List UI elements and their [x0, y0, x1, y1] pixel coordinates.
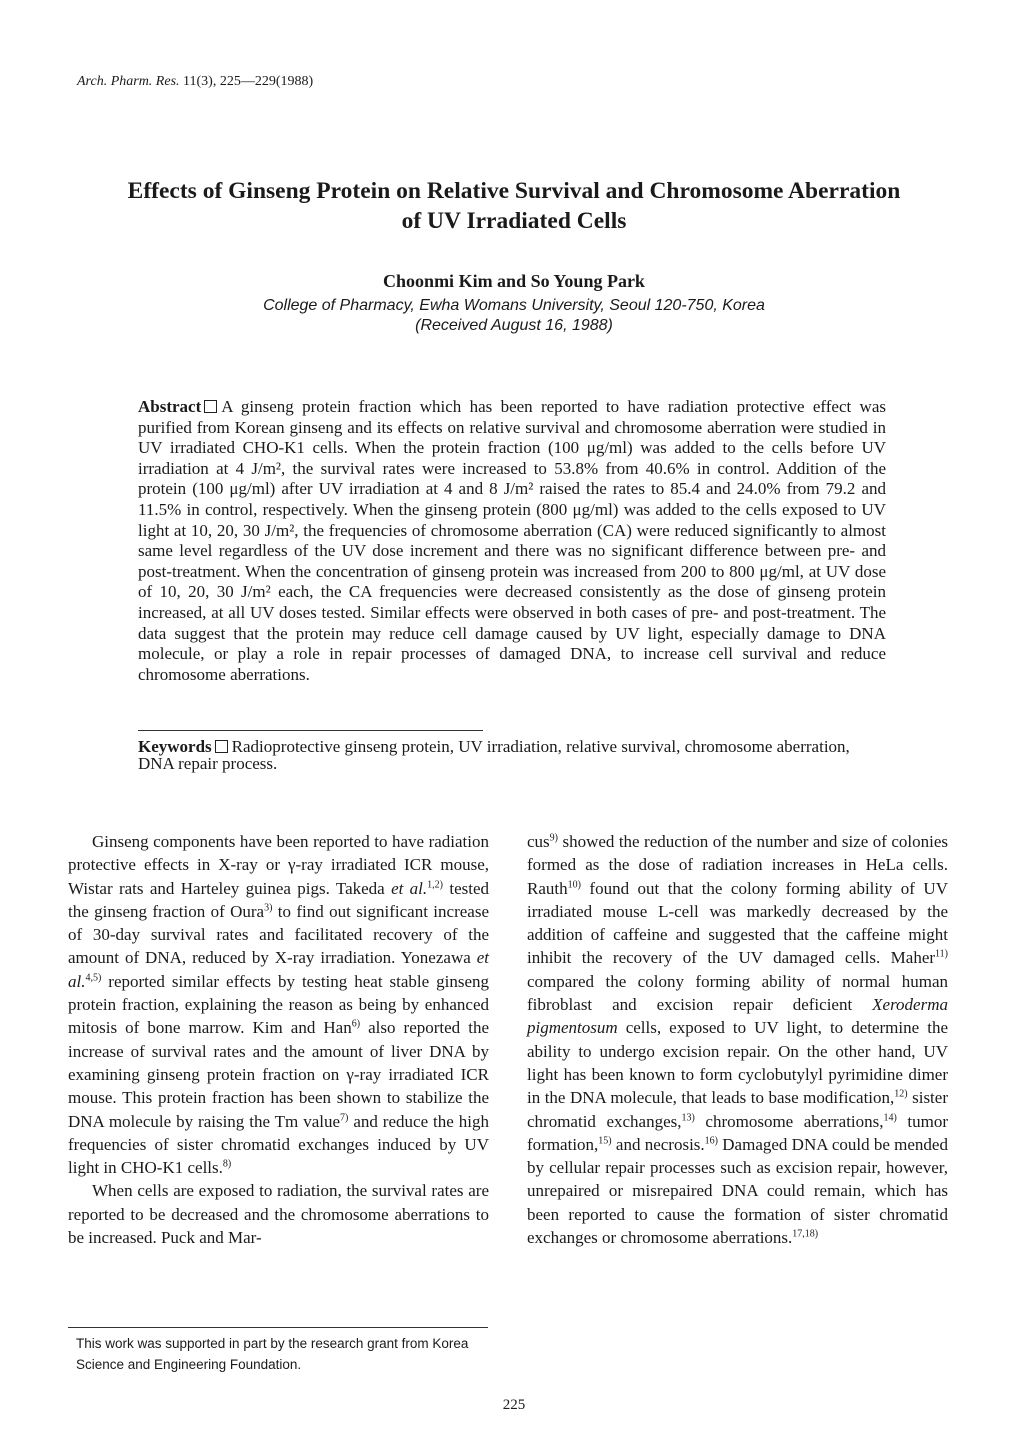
citation-ref: 3)	[264, 902, 273, 914]
body-text: Ginseng components have been reported to have radiation protective effects in X-ray or γ-ray irradiated ICR mouse, Wistar rats and Harteley guinea pigs. Takeda	[68, 832, 489, 898]
keywords	[138, 738, 886, 772]
body-text: and necrosis.	[611, 1134, 705, 1154]
citation-ref: 15)	[598, 1135, 612, 1147]
body-text: found out that the colony forming ability of UV irradiated mouse L-cell was markedly decreased by the addition of caffeine and suggested that the caffeine might inhibit the recovery of the UV damaged cells. Maher	[527, 878, 948, 968]
citation-ref: 14)	[883, 1111, 897, 1123]
affiliation-block	[0, 296, 1028, 336]
affiliation: College of Pharmacy, Ewha Womans University, Seoul 120-750, Korea	[263, 297, 765, 314]
journal-volume-pages: 11(3), 225—229(1988)	[183, 74, 314, 89]
body-paragraph	[527, 830, 948, 1249]
citation-ref: 16)	[704, 1135, 719, 1147]
paper-title: Effects of Ginseng Protein on Relative Survival and Chromosome Aberration of UV Irradiated Cells	[127, 178, 901, 234]
body-text: also reported the increase of survival rates and the amount of liver DNA by examining ginseng protein fraction on γ-ray irradiated ICR mouse. This protein fraction has been shown to stabilize the DNA molecule by raising the Tm value	[68, 1018, 489, 1131]
body-text-italic: et al.	[391, 878, 428, 898]
citation-ref: 17,18)	[792, 1228, 819, 1240]
square-box-icon	[215, 740, 228, 753]
body-text: sister chromatid exchanges,	[527, 1088, 948, 1131]
citation-ref: 4,5)	[85, 972, 102, 984]
body-text: tumor formation,	[527, 1111, 949, 1154]
journal-abbrev: Arch. Pharm. Res.	[77, 74, 180, 89]
keywords-text: Radioprotective ginseng protein, UV irradiation, relative survival, chromosome aberration, DNA repair process.	[138, 737, 850, 773]
keywords-label: Keywords	[138, 737, 212, 756]
abstract-label: Abstract	[138, 397, 202, 416]
body-column-right	[527, 830, 948, 1249]
citation-ref: 8)	[222, 1158, 232, 1170]
body-text: reported similar effects by testing heat stable ginseng protein fraction, explaining the reason as being by enhanced mitosis of bone marrow. Kim and Han	[68, 971, 489, 1038]
abstract	[138, 397, 886, 685]
footnote: This work was supported in part by the research grant from Korea Science and Engineering Foundation.	[76, 1336, 469, 1372]
body-text: showed the reduction of the number and size of colonies formed as the dose of radiation increases in HeLa cells. Rauth	[527, 832, 948, 898]
page-number: 225	[502, 1397, 526, 1413]
body-text: to find out significant increase of 30-day survival rates and facilitated recovery of the amount of DNA, reduced by X-ray irradiation. Yonezawa	[68, 901, 489, 968]
authors: Choonmi Kim and So Young Park	[383, 271, 645, 291]
received-date: (Received August 16, 1988)	[415, 317, 613, 334]
body-text: and reduce the high frequencies of sister chromatid exchanges induced by UV light in CHO-K1 cells.	[68, 1111, 489, 1178]
body-text: cells, exposed to UV light, to determine the ability to undergo excision repair. On the other hand, UV light has been known to form cyclobutylyl pyrimidine dimer in the DNA molecule, that leads to base modification,	[527, 1018, 948, 1108]
body-text: Damaged DNA could be mended by cellular repair processes such as excision repair, however, unrepaired or misrepaired DNA could remain, which has been reported to cause the formation of sister chromatid exchanges or chromosome aberrations.	[527, 1134, 948, 1248]
body-column-left	[68, 830, 489, 1249]
citation-ref: 6)	[351, 1018, 361, 1030]
citation-ref: 10)	[567, 878, 581, 890]
body-text-italic: et al.	[68, 948, 489, 991]
citation-ref: 11)	[935, 948, 948, 960]
body-paragraph	[68, 830, 489, 1179]
abstract-text: A ginseng protein fraction which has been reported to have radiation protective effect was purified from Korean ginseng and its effects on relative survival and chromosome aberration were studied in UV irradiated CHO-K1 cells. When the protein fraction (100 μg/ml) was added to the cells before UV irradiation at 4 J/m², the survival rates were increased to 53.8% from 40.6% in control. Addition of the protein (100 μg/ml) after UV irradiation at 4 and 8 J/m² raised the rates to 85.4 and 24.0% from 79.2 and 11.5% in control, respectively. When the ginseng protein (800 μg/ml) was added to the cells exposed to UV light at 10, 20, 30 J/m², the frequencies of chromosome aberration (CA) were reduced significantly to almost same level regardless of the UV dose increment and there was no significant difference between pre- and post-treatment. When the concentration of ginseng protein was increased from 200 to 800 μg/ml, at UV dose of 10, 20, 30 J/m² each, the CA frequencies were decreased consistently as the dose of ginseng protein increased, at all UV doses tested. Similar effects were observed in both cases of pre- and post-treatment. The data suggest that the protein may reduce cell damage caused by UV light, especially damage to DNA molecule, or play a role in repair processes of damaged DNA, to increase cell survival and reduce chromosome aberrations.	[138, 397, 886, 684]
body-text: tested the ginseng fraction of Oura	[68, 878, 489, 921]
citation-ref: 9)	[549, 832, 559, 844]
body-text-italic: Xeroderma pigmentosum	[527, 995, 948, 1038]
body-text: cus	[527, 832, 550, 851]
body-text: chromosome aberrations,	[694, 1111, 884, 1131]
body-paragraph: When cells are exposed to radiation, the survival rates are reported to be decreased and the chromosome aberrations to be increased. Puck and Mar-	[68, 1181, 489, 1248]
square-box-icon	[204, 400, 217, 413]
abstract-divider	[138, 730, 483, 731]
footnote-divider	[68, 1327, 488, 1328]
citation-ref: 1,2)	[427, 878, 443, 890]
citation-ref: 13)	[681, 1111, 695, 1123]
journal-citation	[77, 74, 313, 90]
citation-ref: 12)	[894, 1088, 908, 1100]
citation-ref: 7)	[340, 1111, 349, 1123]
body-text: compared the colony forming ability of normal human fibroblast and excision repair deficient	[527, 971, 948, 1015]
